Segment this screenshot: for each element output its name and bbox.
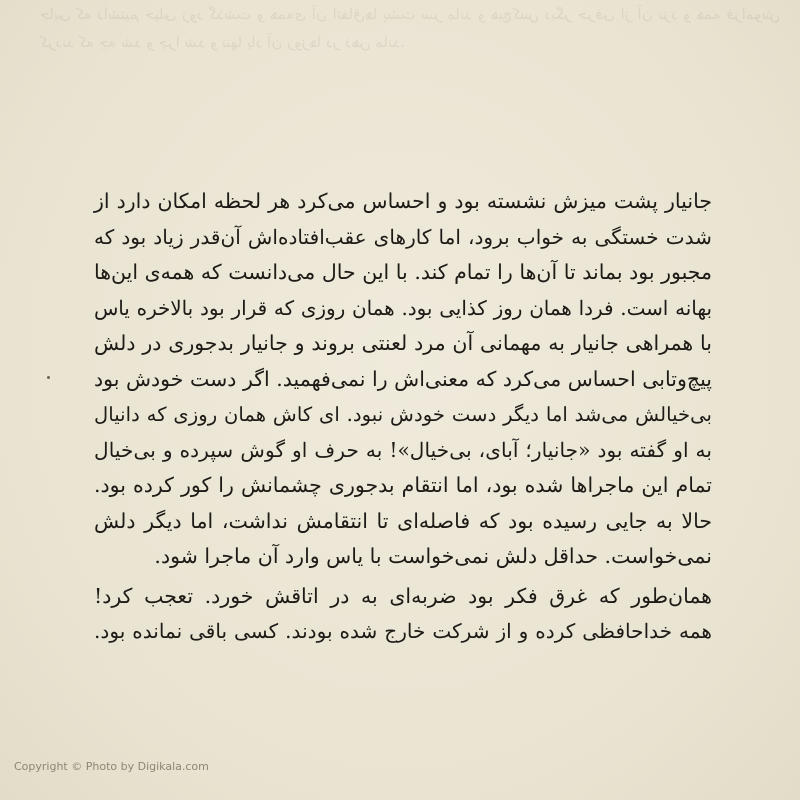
text-line: همان‌طور که غرق فکر بود ضربه‌ای به در اتاقش خورد. تعجب کرد! (94, 583, 712, 608)
text-line: مجبور بود بماند تا آن‌ها را تمام کند. با این حال می‌دانست که همه‌ی این‌ها (94, 260, 712, 284)
text-line: نمی‌خواست. حداقل دلش نمی‌خواست با یاس وارد آن ماجرا شود. (154, 544, 712, 568)
text-line: بهانه است. فردا همان روز کذایی بود. همان روزی که قرار بود بالاخره یاس (94, 296, 712, 320)
text-line: پیچ‌وتابی احساس می‌کرد که معنی‌اش را نمی‌فهمید. اگر دست خودش بود (94, 366, 712, 391)
text-line: تمام این ماجراها شده بود، اما انتقام بدجوری چشمانش را کور کرده بود. (94, 473, 712, 497)
bleed-through-text: جایی که داشتیم خیلی زود گذشت و همه‌ی آن اتفاق‌ها پشت سر ماند و هیچ‌کس دیگر حرفی از آن نزد و همه فراموش کردند که چه شد و چرا شد و تنها یاد آن روزها در ذهن ماند. (40, 5, 780, 51)
body-text (94, 184, 712, 650)
paper-speck (47, 376, 50, 379)
text-line: شدت خستگی به خواب برود، اما کارهای عقب‌افتاده‌اش آن‌قدر زیاد بود که (94, 224, 712, 249)
paragraph-1 (94, 184, 712, 575)
text-line: با همراهی جانیار به مهمانی آن مرد لعنتی بروند و جانیار بدجوری در دلش (94, 331, 712, 355)
text-line: به او گفته بود «جانیار؛ آبای، بی‌خیال»! به حرف او گوش سپرده و بی‌خیال (94, 437, 712, 462)
text-line: حالا به جایی رسیده بود که فاصله‌ای تا انتقامش نداشت، اما دیگر دلش (94, 508, 712, 533)
text-line: بی‌خیالش می‌شد اما دیگر دست خودش نبود. ای کاش همان روزی که دانیال (94, 403, 712, 426)
text-line: جانیار پشت میزش نشسته بود و احساس می‌کرد هر لحظه امکان دارد از (94, 189, 712, 213)
paragraph-2 (94, 579, 712, 650)
copyright-watermark: Copyright © Photo by Digikala.com (14, 760, 209, 773)
text-line: همه خداحافظی کرده و از شرکت خارج شده بودند. کسی باقی نمانده بود. (94, 619, 712, 643)
